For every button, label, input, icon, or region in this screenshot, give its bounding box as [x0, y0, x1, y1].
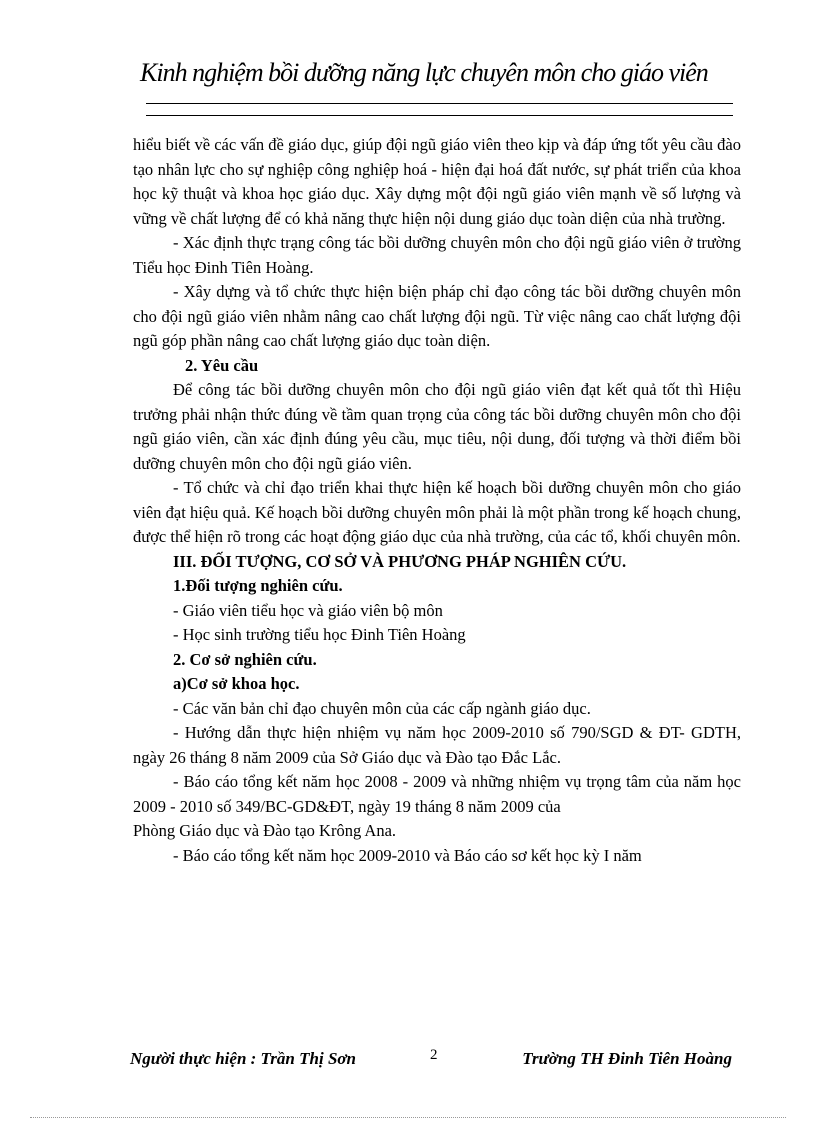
- paragraph: - Xác định thực trạng công tác bồi dưỡng chuyên môn cho đội ngũ giáo viên ở trường Tiểu học Đinh Tiên Hoàng.: [133, 233, 741, 277]
- section-heading: 2. Yêu cầu: [185, 355, 259, 375]
- paragraph: - Các văn bản chỉ đạo chuyên môn của các cấp ngành giáo dục.: [173, 698, 591, 718]
- document-body: [133, 133, 741, 868]
- section-heading: a)Cơ sở khoa học.: [173, 674, 300, 693]
- paragraph: - Tổ chức và chỉ đạo triển khai thực hiện kế hoạch bồi dưỡng chuyên môn cho giáo viên đạt hiệu quả. Kế hoạch bồi dưỡng chuyên môn phải là một phần trong kế hoạch chung, được thể hiện rõ trong các hoạt động giáo dục của nhà trường, của các tổ, khối chuyên môn.: [133, 478, 741, 546]
- paragraph: Phòng Giáo dục và Đào tạo Krông Ana.: [133, 821, 397, 840]
- page-footer: [130, 1049, 740, 1075]
- paragraph: - Học sinh trường tiểu học Đinh Tiên Hoàng: [173, 625, 466, 644]
- paragraph: - Giáo viên tiểu học và giáo viên bộ môn: [173, 600, 443, 620]
- paragraph: hiểu biết về các vấn đề giáo dục, giúp đội ngũ giáo viên theo kịp và đáp ứng tốt yêu cầu đào tạo nhân lực cho sự nghiệp công nghiệp hoá - hiện đại hoá đất nước, sự phát triển của khoa học kỹ thuật và khoa học giáo dục. Xây dựng một đội ngũ giáo viên mạnh về số lượng và vững về chất lượng để có khả năng thực hiện nội dung giáo dục toàn diện của nhà trường.: [133, 135, 741, 228]
- section-heading: 1.Đối tượng nghiên cứu.: [173, 576, 343, 595]
- header-rule-bottom: [146, 115, 733, 116]
- page-number: 2: [430, 1047, 438, 1063]
- section-heading: 2. Cơ sở nghiên cứu.: [173, 649, 317, 669]
- footer-school: Trường TH Đinh Tiên Hoàng: [522, 1049, 732, 1068]
- paragraph: - Xây dựng và tổ chức thực hiện biện pháp chỉ đạo công tác bồi dưỡng chuyên môn cho đội ngũ giáo viên nhằm nâng cao chất lượng đội ngũ. Từ việc nâng cao chất lượng đội ngũ góp phần nâng cao chất lượng giáo dục toàn diện.: [133, 282, 741, 350]
- footer-author: Người thực hiện : Trần Thị Sơn: [130, 1049, 356, 1068]
- paragraph: - Báo cáo tổng kết năm học 2008 - 2009 và những nhiệm vụ trọng tâm của năm học 2009 - 2010 số 349/BC-GD&ĐT, ngày 19 tháng 8 năm 2009 của: [133, 772, 741, 816]
- header-title: Kinh nghiệm bồi dưỡng năng lực chuyên môn cho giáo viên: [140, 58, 708, 87]
- header-rule-top: [146, 103, 733, 104]
- section-heading: III. ĐỐI TƯỢNG, CƠ SỞ VÀ PHƯƠNG PHÁP NGHIÊN CỨU.: [173, 551, 627, 571]
- paragraph: - Báo cáo tổng kết năm học 2009-2010 và Báo cáo sơ kết học kỳ I năm: [173, 845, 642, 865]
- page-bottom-divider: [30, 1117, 786, 1118]
- paragraph: - Hướng dẫn thực hiện nhiệm vụ năm học 2009-2010 số 790/SGD & ĐT- GDTH, ngày 26 tháng 8 năm 2009 của Sở Giáo dục và Đào tạo Đắc Lắc.: [133, 723, 741, 767]
- paragraph: Để công tác bồi dưỡng chuyên môn cho đội ngũ giáo viên đạt kết quả tốt thì Hiệu trưởng phải nhận thức đúng về tầm quan trọng của công tác bồi dưỡng chuyên môn cho đội ngũ giáo viên, cần xác định đúng yêu cầu, mục tiêu, nội dung, đối tượng và thời điểm bồi dưỡng chuyên môn cho đội ngũ giáo viên.: [133, 380, 741, 473]
